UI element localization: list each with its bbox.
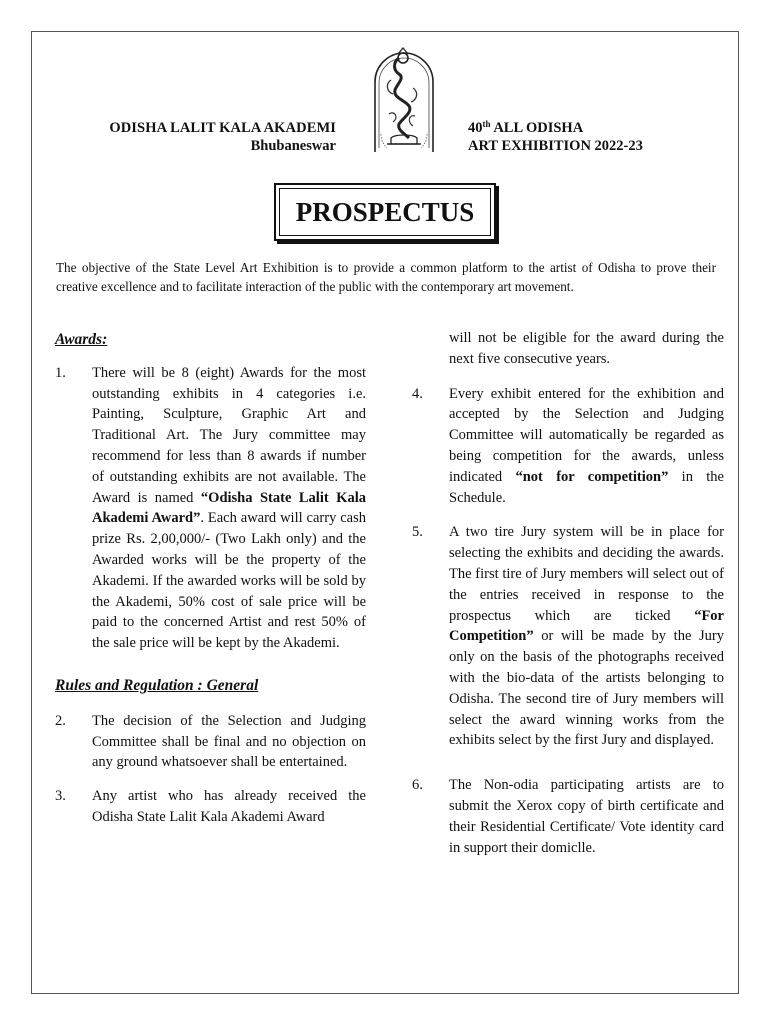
item-bold-phrase: “For Competition”	[449, 607, 724, 645]
item-text-part: . Each award will carry cash prize Rs. 2,00,000/- (Two Lakh only) and the Awarded works will be the property of the Akademi. If the awarded works will be sold by the Akademi, 50% cost of sale price will be paid to the concerned Artist and rest 50% of the sale price will be kept by the Akademi.	[92, 510, 366, 652]
title-box	[274, 183, 496, 241]
item-text	[449, 384, 724, 509]
item-text-part: There will be 8 (eight) Awards for the most outstanding exhibits in 4 categories i.e. Painting, Sculpture, Graphic Art and Traditional Art. The Jury committee may recommend for less than 8 awards if number of outstanding exhibits are not available. The Award is named	[92, 364, 366, 506]
item-number: 2.	[55, 712, 66, 729]
item-number: 4.	[412, 385, 423, 402]
item-bold-phrase: “not for competition”	[515, 468, 669, 485]
item-number: 5.	[412, 524, 423, 541]
exhibition-line2: ART EXHIBITION 2022-23	[468, 138, 643, 154]
award-name: “Odisha State Lalit Kala Akademi Award”	[92, 489, 366, 527]
list-item-3	[55, 786, 366, 828]
list-item-2	[55, 711, 366, 773]
item-number: 1.	[55, 364, 66, 381]
org-city: Bhubaneswar	[250, 138, 336, 154]
awards-heading: Awards:	[55, 331, 108, 348]
exhibition-line1-rest: ALL ODISHA	[490, 120, 584, 136]
item-text-part: or will be made by the Jury only on the basis of the photographs received with the bio-data of the artists belonging to Odisha. The second tire of Jury members will select the award winning works from the exhibits select by the first Jury and displayed.	[449, 628, 724, 749]
item-text: The Non-odia participating artists are to submit the Xerox copy of birth certificate and their Residential Certificate/ Vote identity card in support their domiclle.	[449, 777, 724, 856]
list-item-3-continued: will not be eligible for the award during the next five consecutive years.	[449, 330, 724, 367]
akademi-emblem-logo	[369, 44, 439, 156]
page-title: PROSPECTUS	[279, 188, 491, 236]
item-number: 3.	[55, 788, 66, 805]
exhibition-number-suffix: th	[482, 119, 491, 129]
exhibition-block	[468, 119, 643, 155]
organization-block	[109, 119, 336, 155]
left-column	[55, 330, 366, 828]
intro-paragraph: The objective of the State Level Art Exhibition is to provide a common platform to the artist of Odisha to prove their creative excellence and to facilitate interaction of the public with the contemporary art movement.	[56, 260, 716, 294]
exhibition-number: 40	[468, 120, 483, 136]
list-item-1	[55, 363, 366, 654]
list-item-6	[412, 775, 724, 858]
item-number: 6.	[412, 777, 423, 794]
item-text-part: Every exhibit entered for the exhibition and accepted by the Selection and Judging Committee will automatically be regarded as being competition for the awards, unless indicated	[449, 385, 724, 485]
list-item-4	[412, 384, 724, 509]
right-column	[412, 328, 724, 858]
exhibition-line1	[468, 119, 643, 137]
org-name: ODISHA LALIT KALA AKADEMI	[109, 120, 336, 136]
item-text-part: A two tire Jury system will be in place for selecting the exhibits and deciding the awards. The first tire of Jury members will select out of the entries received in response to the prospectus which are ticked	[449, 524, 724, 624]
rules-heading: Rules and Regulation : General	[55, 676, 259, 694]
list-item-5	[412, 522, 724, 751]
item-text: The decision of the Selection and Judging Committee shall be final and no objection on any ground whatsoever shall be entertained.	[92, 712, 366, 771]
item-text: Any artist who has already received the Odisha State Lalit Kala Akademi Award	[92, 788, 366, 825]
item-text	[92, 363, 366, 654]
item-text-part: in the Schedule.	[449, 468, 724, 506]
item-text	[449, 522, 724, 751]
